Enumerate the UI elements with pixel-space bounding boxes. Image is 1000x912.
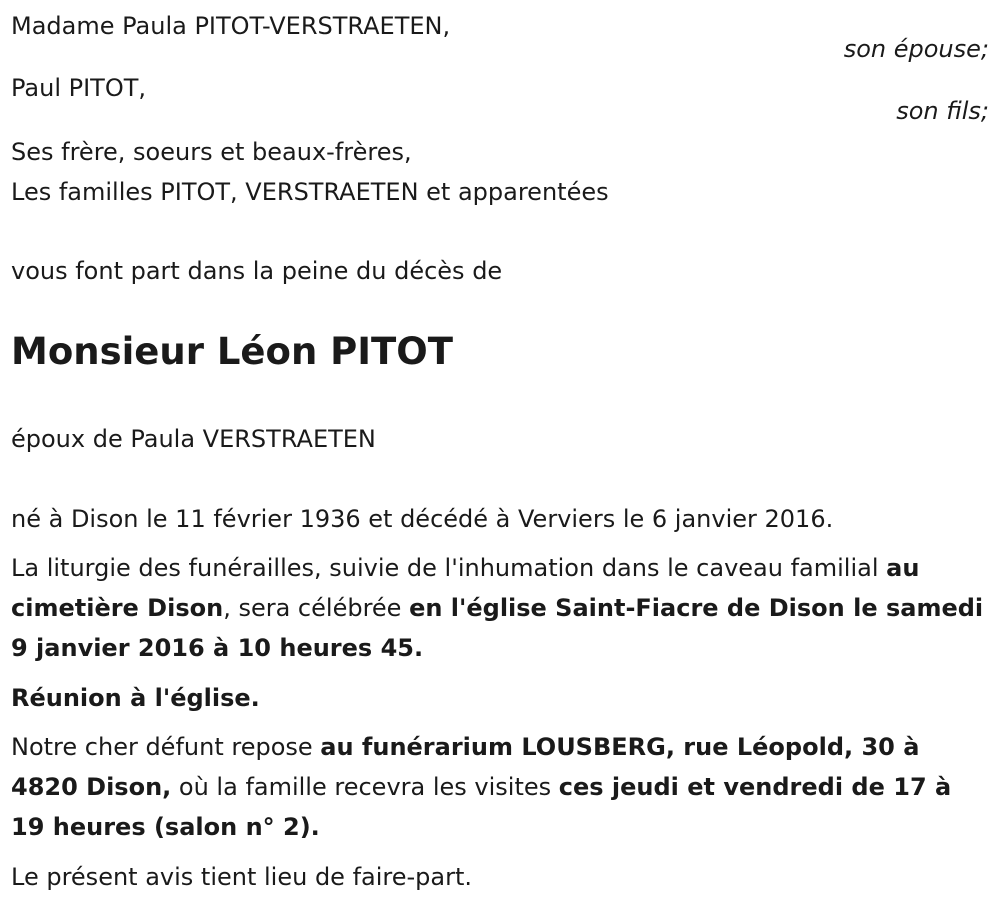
visits-text-2: où la famille recevra les visites: [171, 773, 559, 801]
announcement-line: vous font part dans la peine du décès de: [11, 257, 503, 285]
liturgy-paragraph: [11, 548, 989, 668]
birth-death-line: né à Dison le 11 février 1936 et décédé à Verviers le 6 janvier 2016.: [11, 505, 834, 533]
liturgy-church-date: en l'église Saint-Fiacre de Dison le samedi 9 janvier 2016 à 10 heures 45.: [11, 594, 984, 662]
son-name: Paul PITOT,: [11, 74, 146, 102]
son-role: son fils;: [896, 97, 989, 125]
visits-schedule: ces jeudi et vendredi de 17 à 19 heures (salon n° 2).: [11, 773, 952, 841]
meeting-line: Réunion à l'église.: [11, 684, 260, 712]
visits-text-1: Notre cher défunt repose: [11, 733, 321, 761]
liturgy-text-1: La liturgie des funérailles, suivie de l'inhumation dans le caveau familial: [11, 554, 887, 582]
spouse-name: Madame Paula PITOT-VERSTRAETEN,: [11, 12, 451, 40]
spouse-of-line: époux de Paula VERSTRAETEN: [11, 425, 376, 453]
families-line: Les familles PITOT, VERSTRAETEN et apparentées: [11, 178, 609, 206]
spouse-role: son épouse;: [843, 35, 989, 63]
closing-line: Le présent avis tient lieu de faire-part.: [11, 863, 473, 891]
siblings-line: Ses frère, soeurs et beaux-frères,: [11, 138, 412, 166]
deceased-name: Monsieur Léon PITOT: [11, 330, 453, 373]
liturgy-cemetery: au cimetière Dison: [11, 554, 920, 622]
visits-paragraph: [11, 727, 989, 847]
visits-funeral-home: au funérarium LOUSBERG, rue Léopold, 30 à 4820 Dison,: [11, 733, 920, 801]
liturgy-text-2: , sera célébrée: [223, 594, 410, 622]
